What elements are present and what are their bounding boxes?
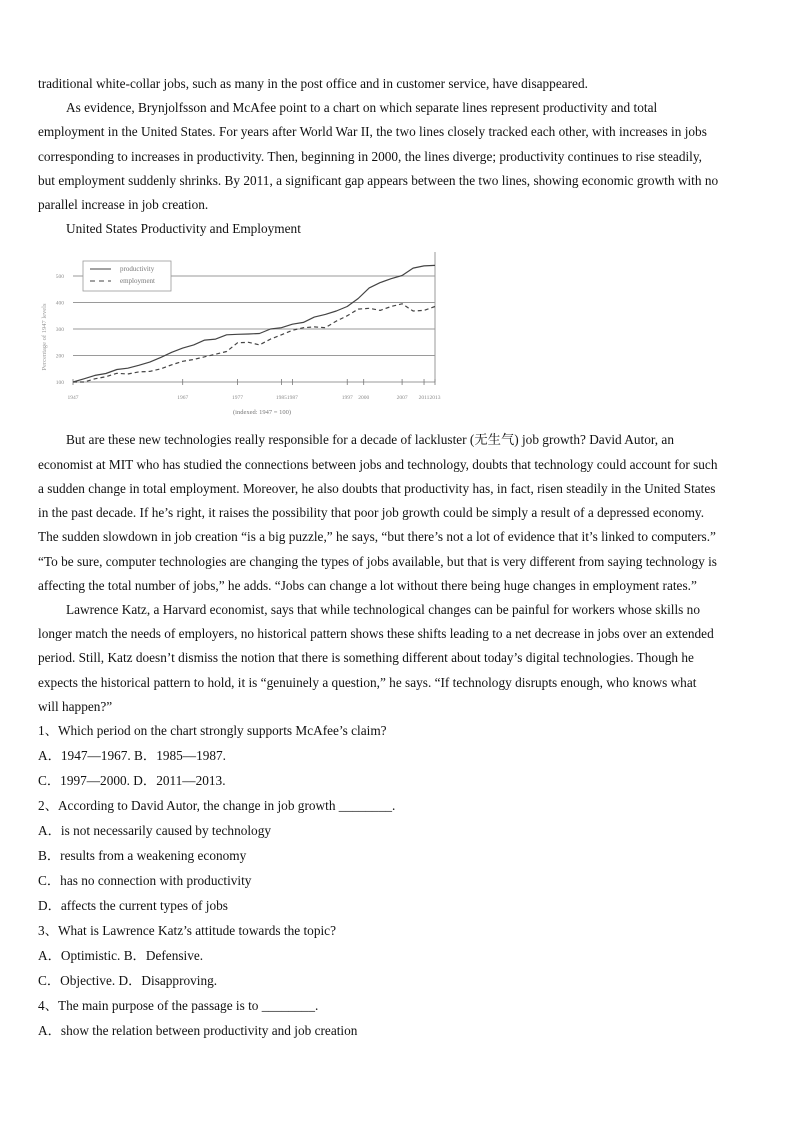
chart-title: United States Productivity and Employment [66,221,301,236]
passage-line: As evidence, Brynjolfsson and McAfee point to a chart on which separate lines represent productivity and total [66,100,658,115]
passage-line: longer match the needs of employers, no historical pattern shows these shifts leading to a net decrease in jobs over an extended [38,626,714,641]
question-2-stem: 2、According to David Autor, the change in job growth ________. [38,798,396,813]
svg-text:500: 500 [55,274,64,280]
svg-text:1987: 1987 [286,395,298,401]
svg-text:2011: 2011 [418,395,430,401]
passage-line: Lawrence Katz, a Harvard economist, says that while technological changes can be painful for workers whose skills no [66,602,700,617]
svg-text:1967: 1967 [177,395,189,401]
passage-line: period. Still, Katz doesn’t dismiss the notion that there is something different about today’s digital technologies. Though he [38,650,694,665]
passage-line: economist at MIT who has studied the connections between jobs and technology, doubts that technology could account for such [38,457,718,472]
svg-text:1997: 1997 [341,395,353,401]
productivity-employment-chart [38,252,448,424]
passage-line: affecting the total number of jobs,” he adds. “Jobs can change a lot without there being huge changes in employment rates.” [38,578,697,593]
passage-line: a sudden change in total employment. Moreover, he also doubts that productivity has, in fact, risen steadily in the United States [38,481,716,496]
svg-text:2000: 2000 [358,395,370,401]
question-2-option-b: B．results from a weakening economy [38,848,247,863]
passage-line: employment in the United States. For years after World War II, the two lines closely tracked each other, with increases in jobs [38,124,707,139]
question-3-stem: 3、What is Lawrence Katz’s attitude towards the topic? [38,923,336,938]
question-3-options: C．Objective. D．Disapproving. [38,973,218,988]
passage-line: parallel increase in job creation. [38,197,209,212]
svg-text:2013: 2013 [429,395,441,401]
svg-text:1985: 1985 [275,395,287,401]
question-4-option-a: A．show the relation between productivity and job creation [38,1023,358,1038]
question-2-option-a: A．is not necessarily caused by technology [38,823,272,838]
svg-text:2007: 2007 [396,395,408,401]
svg-text:productivity: productivity [120,265,155,273]
svg-text:(indexed: 1947 = 100): (indexed: 1947 = 100) [232,409,292,416]
svg-text:Percentage of 1947 levels: Percentage of 1947 levels [41,303,48,371]
question-1-stem: 1、Which period on the chart strongly supports McAfee’s claim? [38,723,387,738]
passage-line: But are these new technologies really responsible for a decade of lackluster (无生气) job growth? David Autor, an [66,432,674,447]
svg-text:200: 200 [55,353,64,360]
svg-text:1977: 1977 [232,395,244,401]
passage-line: traditional white-collar jobs, such as many in the post office and in customer service, have disappeared. [38,76,588,91]
svg-text:300: 300 [55,327,64,333]
passage-line: in the past decade. If he’s right, it raises the possibility that poor job growth could be simply a result of a depressed economy. [38,505,705,520]
question-1-options: C．1997—2000. D．2011—2013. [38,773,226,788]
svg-text:100: 100 [55,380,64,386]
question-3-options: A．Optimistic. B．Defensive. [38,948,204,963]
svg-text:400: 400 [55,300,64,307]
passage-line: but employment suddenly shrinks. By 2011, a significant gap appears between the two lines, showing economic growth with no [38,173,719,188]
question-4-stem: 4、The main purpose of the passage is to ________. [38,998,319,1013]
svg-text:1947: 1947 [67,395,79,401]
passage-line: expects the historical pattern to hold, it is “genuinely a question,” he says. “If technology disrupts enough, who knows what [38,675,697,690]
question-1-options: A．1947—1967. B．1985—1987. [38,748,227,763]
passage-line: corresponding to increases in productivity. Then, beginning in 2000, the lines diverge; productivity continues to rise steadily, [38,149,702,164]
question-2-option-c: C．has no connection with productivity [38,873,252,888]
svg-text:employment: employment [120,277,155,285]
passage-line: will happen?” [38,699,113,714]
question-2-option-d: D．affects the current types of jobs [38,898,228,913]
passage-line: The sudden slowdown in job creation “is a big puzzle,” he says, “but there’s not a lot of evidence that it’s linked to computers.” [38,529,716,544]
passage-line: “To be sure, computer technologies are changing the types of jobs available, but that is very different from saying technology is [38,554,717,569]
